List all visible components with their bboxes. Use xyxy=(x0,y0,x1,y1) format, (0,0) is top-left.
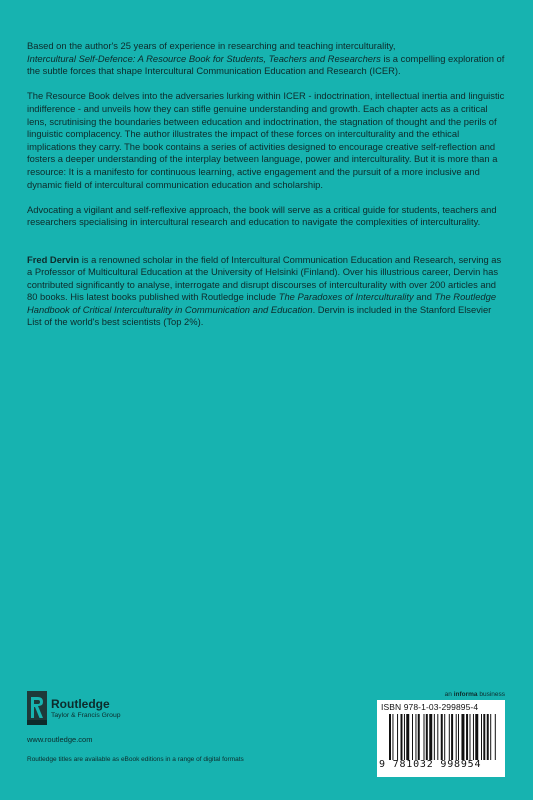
publisher-name: Routledge xyxy=(51,696,110,711)
author-bio-and: and xyxy=(413,291,435,303)
business-prefix: an xyxy=(444,691,454,698)
publisher-block xyxy=(27,690,327,726)
author-name: Fred Dervin xyxy=(27,253,80,265)
business-suffix: business xyxy=(477,691,505,698)
ebook-note: Routledge titles are available as eBook editions in a range of digital formats xyxy=(27,756,244,763)
blurb-paragraph-2: The Resource Book delves into the adversaries lurking within ICER - indoctrination, intellectual inertia and linguistic indifference - and unveils how they can stifle genuine understanding and growth. Each chapter acts as a critical lens, scrutinising the boundaries between education and indoctrination, the stagnation of thought and the perils of linguistic complacency. The author illustrates the impact of these forces on interculturality and the ethical implications they carry. The book contains a series of activities designed to encourage creative self-reflection and fosters a deeper understanding of the interplay between language, power and interculturality. But it is more than a resource: It is a manifesto for continuous learning, active engagement and the pursuit of a more inclusive and dynamic field of intercultural communication education and scholarship. xyxy=(27,90,505,190)
isbn-label: ISBN 978-1-03-299895-4 xyxy=(381,702,479,712)
author-bio-end: . Dervin is included in the Stanford Elsevier List of the world's best scientists (Top 2%). xyxy=(27,303,492,328)
book-title: Intercultural Self-Defence: A Resource Book for Students, Teachers and Researchers xyxy=(27,52,381,64)
blurb-paragraph-3: Advocating a vigilant and self-reflexive approach, the book will serve as a critical guide for students, teachers and researchers specialising in intercultural research and education to navigate the complexities of interculturality. xyxy=(27,203,497,228)
barcode-digits: 9 781032 998954 xyxy=(379,759,482,770)
routledge-r-icon xyxy=(27,691,47,725)
publisher-group: Taylor & Francis Group xyxy=(51,711,121,719)
blurb-p1-text: Based on the author's 25 years of experience in researching and teaching interculturality, xyxy=(27,40,396,51)
back-cover-blurb xyxy=(27,40,505,342)
author-book-1: The Paradoxes of Interculturality xyxy=(278,291,414,303)
business-brand: informa xyxy=(453,691,478,698)
publisher-logo xyxy=(27,690,327,726)
publisher-website: www.routledge.com xyxy=(27,735,93,744)
author-book-2: The Routledge Handbook of Critical Interculturality in Communication and Education xyxy=(27,291,497,315)
author-bio-text: is a renowned scholar in the field of Intercultural Communication Education and Research, serving as a Professor of Multicultural Education at the University of Helsinki (Finland). Over his illustrious career, Dervin has contributed significantly to analyse, interrogate and disrupt discourses of interculturality with over 200 articles and 80 books. His latest books published with Routledge include xyxy=(27,253,502,303)
author-bio xyxy=(27,254,505,330)
blurb-paragraph-1 xyxy=(27,40,505,78)
informa-business-label xyxy=(445,691,505,698)
blurb-p1-text-end: is a compelling exploration of the subtle forces that shape Intercultural Communication Education and Research (ICER). xyxy=(27,52,505,77)
isbn-barcode-box xyxy=(377,700,505,777)
barcode-icon xyxy=(389,714,501,760)
